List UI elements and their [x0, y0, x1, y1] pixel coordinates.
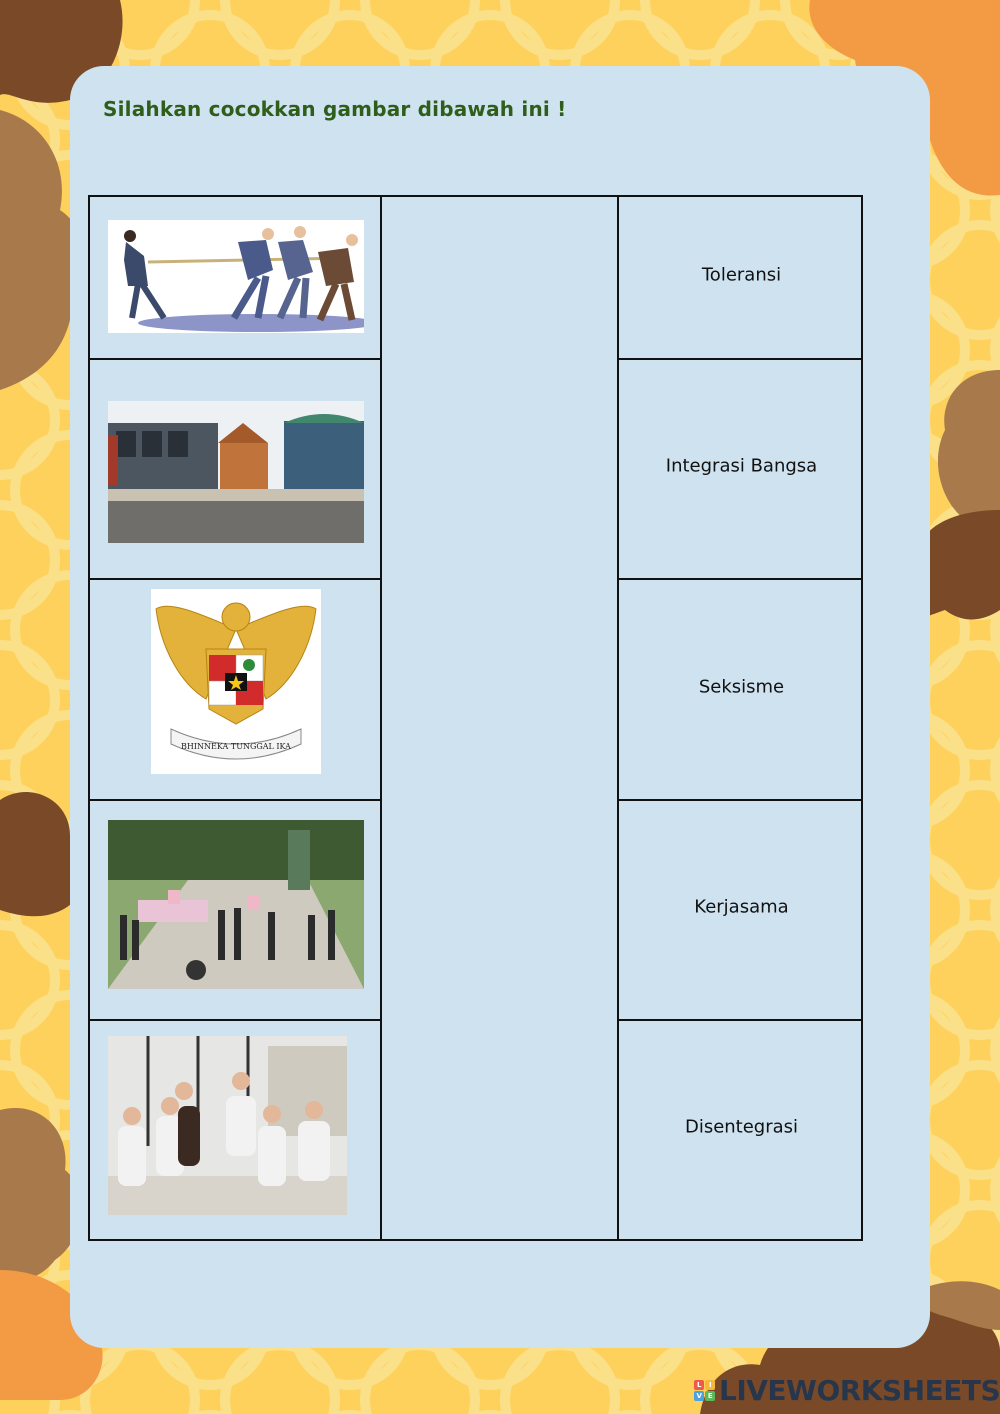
match-word-kerjasama[interactable]: Kerjasama [694, 896, 789, 918]
tug-of-war-image[interactable] [108, 220, 364, 333]
buildings-street-image[interactable] [108, 401, 364, 543]
protest-demonstration-image[interactable] [108, 820, 364, 989]
match-word-seksisme[interactable]: Seksisme [698, 676, 785, 698]
row-divider [617, 358, 861, 360]
match-word-integrasi-bangsa[interactable]: Integrasi Bangsa [665, 455, 818, 477]
answer-drop-column[interactable] [382, 197, 617, 1239]
row-divider [90, 358, 382, 360]
row-divider [90, 1019, 382, 1021]
garuda-pancasila-image[interactable] [151, 589, 321, 774]
row-divider [617, 1019, 861, 1021]
row-divider [617, 799, 861, 801]
liveworksheets-logo [694, 1374, 1000, 1407]
row-divider [617, 578, 861, 580]
row-divider [90, 578, 382, 580]
row-divider [90, 799, 382, 801]
liveworksheets-wordmark: LIVEWORKSHEETS [719, 1374, 1000, 1407]
column-divider [617, 197, 619, 1239]
instruction-title: Silahkan cocokkan gambar dibawah ini ! [103, 97, 567, 121]
team-high-five-image[interactable] [108, 1036, 347, 1215]
liveworksheets-mark-icon: L I V E [694, 1380, 715, 1401]
match-word-toleransi[interactable]: Toleransi [701, 264, 782, 286]
garuda-motto: BHINNEKA TUNGGAL IKA [181, 742, 291, 751]
match-word-disentegrasi[interactable]: Disentegrasi [684, 1116, 799, 1138]
